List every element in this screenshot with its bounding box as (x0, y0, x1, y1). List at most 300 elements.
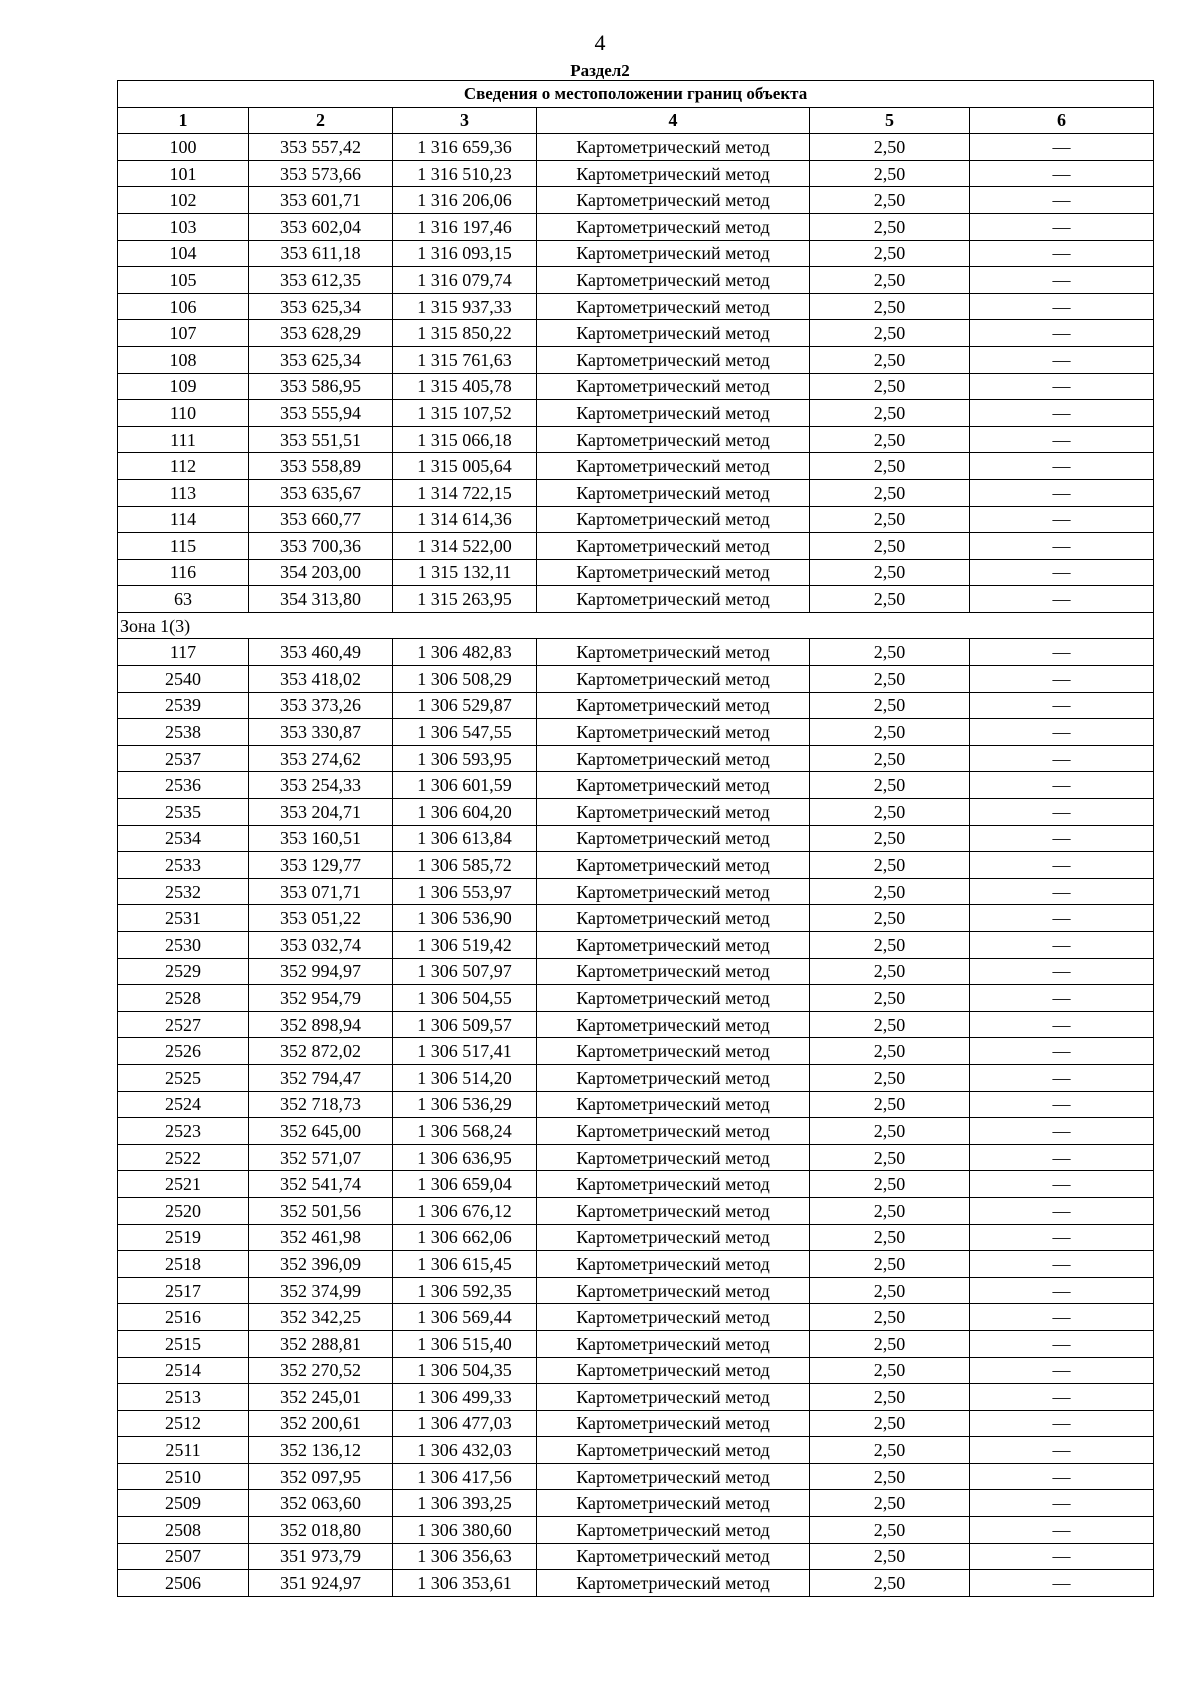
method: Картометрический метод (537, 719, 810, 746)
coordinate-y: 1 314 522,00 (393, 533, 537, 560)
point-number: 2518 (118, 1251, 249, 1278)
table-row (118, 719, 1154, 746)
point-number: 2524 (118, 1091, 249, 1118)
coordinate-x: 353 558,89 (249, 453, 393, 480)
coordinate-y: 1 306 508,29 (393, 666, 537, 693)
description: — (970, 1490, 1154, 1517)
method: Картометрический метод (537, 985, 810, 1012)
column-number-row (118, 107, 1154, 134)
coordinate-y: 1 315 405,78 (393, 373, 537, 400)
description: — (970, 320, 1154, 347)
method: Картометрический метод (537, 878, 810, 905)
table-row (118, 293, 1154, 320)
coordinate-x: 352 018,80 (249, 1517, 393, 1544)
coordinate-y: 1 306 432,03 (393, 1437, 537, 1464)
coordinate-y: 1 316 197,46 (393, 213, 537, 240)
point-number: 104 (118, 240, 249, 267)
coordinate-y: 1 306 482,83 (393, 639, 537, 666)
coordinate-x: 352 245,01 (249, 1384, 393, 1411)
coordinate-y: 1 315 263,95 (393, 586, 537, 613)
coordinate-x: 352 541,74 (249, 1171, 393, 1198)
table-row (118, 1144, 1154, 1171)
table-row (118, 506, 1154, 533)
coordinate-x: 352 461,98 (249, 1224, 393, 1251)
accuracy: 2,50 (810, 719, 970, 746)
method: Картометрический метод (537, 745, 810, 772)
accuracy: 2,50 (810, 1410, 970, 1437)
accuracy: 2,50 (810, 799, 970, 826)
description: — (970, 1197, 1154, 1224)
table-caption: Сведения о местоположении границ объекта (118, 81, 1154, 108)
point-number: 2535 (118, 799, 249, 826)
description: — (970, 213, 1154, 240)
accuracy: 2,50 (810, 1490, 970, 1517)
table-row (118, 1304, 1154, 1331)
method: Картометрический метод (537, 799, 810, 826)
accuracy: 2,50 (810, 1304, 970, 1331)
coordinate-x: 352 794,47 (249, 1064, 393, 1091)
coordinate-y: 1 306 499,33 (393, 1384, 537, 1411)
point-number: 100 (118, 134, 249, 161)
method: Картометрический метод (537, 426, 810, 453)
table-row (118, 1543, 1154, 1570)
accuracy: 2,50 (810, 1384, 970, 1411)
accuracy: 2,50 (810, 160, 970, 187)
point-number: 2520 (118, 1197, 249, 1224)
method: Картометрический метод (537, 1251, 810, 1278)
accuracy: 2,50 (810, 426, 970, 453)
coordinate-x: 353 625,34 (249, 293, 393, 320)
description: — (970, 1224, 1154, 1251)
coordinate-y: 1 306 417,56 (393, 1463, 537, 1490)
point-number: 110 (118, 400, 249, 427)
point-number: 2527 (118, 1011, 249, 1038)
method: Картометрический метод (537, 213, 810, 240)
description: — (970, 240, 1154, 267)
coordinate-y: 1 316 206,06 (393, 187, 537, 214)
point-number: 112 (118, 453, 249, 480)
table-row (118, 1330, 1154, 1357)
coordinate-x: 353 274,62 (249, 745, 393, 772)
coordinate-x: 351 924,97 (249, 1570, 393, 1597)
table-row (118, 426, 1154, 453)
coordinate-y: 1 315 937,33 (393, 293, 537, 320)
method: Картометрический метод (537, 905, 810, 932)
point-number: 2514 (118, 1357, 249, 1384)
description: — (970, 878, 1154, 905)
coordinate-y: 1 306 514,20 (393, 1064, 537, 1091)
coordinate-y: 1 315 005,64 (393, 453, 537, 480)
table-row (118, 346, 1154, 373)
accuracy: 2,50 (810, 692, 970, 719)
point-number: 109 (118, 373, 249, 400)
description: — (970, 772, 1154, 799)
table-row (118, 453, 1154, 480)
point-number: 2519 (118, 1224, 249, 1251)
coordinate-y: 1 314 614,36 (393, 506, 537, 533)
coordinate-x: 352 718,73 (249, 1091, 393, 1118)
table-row (118, 1011, 1154, 1038)
point-number: 108 (118, 346, 249, 373)
accuracy: 2,50 (810, 1277, 970, 1304)
accuracy: 2,50 (810, 213, 970, 240)
coordinate-y: 1 315 132,11 (393, 559, 537, 586)
coordinate-x: 353 129,77 (249, 852, 393, 879)
description: — (970, 1570, 1154, 1597)
accuracy: 2,50 (810, 852, 970, 879)
method: Картометрический метод (537, 852, 810, 879)
coordinate-x: 352 994,97 (249, 958, 393, 985)
point-number: 2507 (118, 1543, 249, 1570)
coordinate-x: 352 342,25 (249, 1304, 393, 1331)
accuracy: 2,50 (810, 559, 970, 586)
accuracy: 2,50 (810, 479, 970, 506)
description: — (970, 719, 1154, 746)
description: — (970, 586, 1154, 613)
coordinate-y: 1 306 593,95 (393, 745, 537, 772)
method: Картометрический метод (537, 586, 810, 613)
point-number: 105 (118, 267, 249, 294)
method: Картометрический метод (537, 1277, 810, 1304)
table-row (118, 1463, 1154, 1490)
coordinate-y: 1 306 662,06 (393, 1224, 537, 1251)
coordinate-y: 1 306 636,95 (393, 1144, 537, 1171)
table-row (118, 400, 1154, 427)
coordinate-y: 1 306 592,35 (393, 1277, 537, 1304)
coordinate-y: 1 306 536,29 (393, 1091, 537, 1118)
coordinate-y: 1 306 547,55 (393, 719, 537, 746)
description: — (970, 639, 1154, 666)
point-number: 2521 (118, 1171, 249, 1198)
table-row (118, 1357, 1154, 1384)
column-number: 5 (810, 107, 970, 134)
table-row (118, 1490, 1154, 1517)
coordinate-x: 353 071,71 (249, 878, 393, 905)
column-number: 1 (118, 107, 249, 134)
description: — (970, 958, 1154, 985)
method: Картометрический метод (537, 1011, 810, 1038)
column-number: 3 (393, 107, 537, 134)
coordinate-x: 353 254,33 (249, 772, 393, 799)
coordinate-y: 1 306 477,03 (393, 1410, 537, 1437)
coordinate-y: 1 306 613,84 (393, 825, 537, 852)
table-row (118, 1384, 1154, 1411)
accuracy: 2,50 (810, 400, 970, 427)
accuracy: 2,50 (810, 187, 970, 214)
description: — (970, 160, 1154, 187)
coordinate-y: 1 306 517,41 (393, 1038, 537, 1065)
method: Картометрический метод (537, 1570, 810, 1597)
accuracy: 2,50 (810, 1011, 970, 1038)
coordinate-x: 353 602,04 (249, 213, 393, 240)
coordinate-x: 352 872,02 (249, 1038, 393, 1065)
accuracy: 2,50 (810, 506, 970, 533)
coordinate-y: 1 306 553,97 (393, 878, 537, 905)
method: Картометрический метод (537, 134, 810, 161)
coordinate-x: 352 270,52 (249, 1357, 393, 1384)
column-number: 6 (970, 107, 1154, 134)
coordinate-y: 1 315 066,18 (393, 426, 537, 453)
point-number: 2525 (118, 1064, 249, 1091)
coordinate-y: 1 306 504,55 (393, 985, 537, 1012)
method: Картометрический метод (537, 1357, 810, 1384)
point-number: 2515 (118, 1330, 249, 1357)
coordinate-y: 1 306 536,90 (393, 905, 537, 932)
coordinate-y: 1 316 510,23 (393, 160, 537, 187)
coordinate-x: 353 635,67 (249, 479, 393, 506)
method: Картометрический метод (537, 320, 810, 347)
accuracy: 2,50 (810, 1543, 970, 1570)
description: — (970, 559, 1154, 586)
coordinate-x: 353 330,87 (249, 719, 393, 746)
coordinate-x: 353 373,26 (249, 692, 393, 719)
coordinate-x: 353 051,22 (249, 905, 393, 932)
description: — (970, 134, 1154, 161)
method: Картометрический метод (537, 1171, 810, 1198)
table-row (118, 373, 1154, 400)
method: Картометрический метод (537, 1197, 810, 1224)
accuracy: 2,50 (810, 1144, 970, 1171)
description: — (970, 666, 1154, 693)
point-number: 111 (118, 426, 249, 453)
accuracy: 2,50 (810, 639, 970, 666)
coordinate-x: 354 313,80 (249, 586, 393, 613)
accuracy: 2,50 (810, 1463, 970, 1490)
coordinate-x: 352 898,94 (249, 1011, 393, 1038)
description: — (970, 985, 1154, 1012)
table-row (118, 1410, 1154, 1437)
zone-label: Зона 1(3) (118, 612, 1154, 639)
method: Картометрический метод (537, 373, 810, 400)
accuracy: 2,50 (810, 1251, 970, 1278)
coordinate-y: 1 306 615,45 (393, 1251, 537, 1278)
description: — (970, 1330, 1154, 1357)
table-row (118, 1118, 1154, 1145)
accuracy: 2,50 (810, 1357, 970, 1384)
coordinate-x: 353 204,71 (249, 799, 393, 826)
table-row (118, 1570, 1154, 1597)
accuracy: 2,50 (810, 453, 970, 480)
table-row (118, 479, 1154, 506)
accuracy: 2,50 (810, 320, 970, 347)
description: — (970, 1357, 1154, 1384)
description: — (970, 1463, 1154, 1490)
description: — (970, 905, 1154, 932)
description: — (970, 267, 1154, 294)
coordinate-x: 352 396,09 (249, 1251, 393, 1278)
method: Картометрический метод (537, 958, 810, 985)
description: — (970, 479, 1154, 506)
description: — (970, 346, 1154, 373)
method: Картометрический метод (537, 400, 810, 427)
coordinate-x: 352 645,00 (249, 1118, 393, 1145)
section-title: Раздел2 (570, 61, 630, 80)
method: Картометрический метод (537, 479, 810, 506)
method: Картометрический метод (537, 346, 810, 373)
accuracy: 2,50 (810, 1570, 970, 1597)
accuracy: 2,50 (810, 745, 970, 772)
method: Картометрический метод (537, 1437, 810, 1464)
table-row (118, 1038, 1154, 1065)
point-number: 2511 (118, 1437, 249, 1464)
accuracy: 2,50 (810, 1437, 970, 1464)
table-row (118, 320, 1154, 347)
table-row (118, 1091, 1154, 1118)
table-row (118, 1517, 1154, 1544)
description: — (970, 1543, 1154, 1570)
table-row (118, 559, 1154, 586)
method: Картометрический метод (537, 1091, 810, 1118)
method: Картометрический метод (537, 1144, 810, 1171)
coordinate-y: 1 306 393,25 (393, 1490, 537, 1517)
method: Картометрический метод (537, 240, 810, 267)
table-row (118, 692, 1154, 719)
point-number: 101 (118, 160, 249, 187)
method: Картометрический метод (537, 533, 810, 560)
description: — (970, 1277, 1154, 1304)
coordinate-y: 1 306 509,57 (393, 1011, 537, 1038)
method: Картометрический метод (537, 1224, 810, 1251)
point-number: 2513 (118, 1384, 249, 1411)
point-number: 2531 (118, 905, 249, 932)
accuracy: 2,50 (810, 346, 970, 373)
description: — (970, 1171, 1154, 1198)
coordinate-y: 1 306 601,59 (393, 772, 537, 799)
coordinate-y: 1 314 722,15 (393, 479, 537, 506)
coordinate-x: 351 973,79 (249, 1543, 393, 1570)
coordinate-y: 1 306 585,72 (393, 852, 537, 879)
coordinate-x: 352 136,12 (249, 1437, 393, 1464)
coordinate-x: 352 374,99 (249, 1277, 393, 1304)
coordinate-y: 1 306 519,42 (393, 932, 537, 959)
description: — (970, 1410, 1154, 1437)
method: Картометрический метод (537, 1410, 810, 1437)
description: — (970, 1437, 1154, 1464)
accuracy: 2,50 (810, 932, 970, 959)
coordinate-x: 353 700,36 (249, 533, 393, 560)
coordinate-y: 1 306 515,40 (393, 1330, 537, 1357)
description: — (970, 799, 1154, 826)
point-number: 114 (118, 506, 249, 533)
method: Картометрический метод (537, 559, 810, 586)
zone-row (118, 612, 1154, 639)
table-row (118, 1251, 1154, 1278)
accuracy: 2,50 (810, 1118, 970, 1145)
accuracy: 2,50 (810, 134, 970, 161)
coordinate-x: 353 601,71 (249, 187, 393, 214)
description: — (970, 1304, 1154, 1331)
table-row (118, 134, 1154, 161)
table-row (118, 745, 1154, 772)
method: Картометрический метод (537, 692, 810, 719)
coordinate-y: 1 306 529,87 (393, 692, 537, 719)
accuracy: 2,50 (810, 1064, 970, 1091)
accuracy: 2,50 (810, 267, 970, 294)
table-row (118, 639, 1154, 666)
coordinate-x: 353 460,49 (249, 639, 393, 666)
coordinate-x: 353 557,42 (249, 134, 393, 161)
accuracy: 2,50 (810, 958, 970, 985)
description: — (970, 533, 1154, 560)
coordinate-y: 1 306 604,20 (393, 799, 537, 826)
point-number: 102 (118, 187, 249, 214)
point-number: 2536 (118, 772, 249, 799)
point-number: 2537 (118, 745, 249, 772)
table-row (118, 799, 1154, 826)
accuracy: 2,50 (810, 666, 970, 693)
method: Картометрический метод (537, 506, 810, 533)
description: — (970, 453, 1154, 480)
point-number: 2508 (118, 1517, 249, 1544)
coordinate-y: 1 306 659,04 (393, 1171, 537, 1198)
table-row (118, 1197, 1154, 1224)
point-number: 2532 (118, 878, 249, 905)
point-number: 2528 (118, 985, 249, 1012)
point-number: 2529 (118, 958, 249, 985)
description: — (970, 1144, 1154, 1171)
table-body (118, 81, 1154, 1597)
point-number: 2510 (118, 1463, 249, 1490)
accuracy: 2,50 (810, 240, 970, 267)
point-number: 106 (118, 293, 249, 320)
coordinate-y: 1 315 107,52 (393, 400, 537, 427)
description: — (970, 506, 1154, 533)
column-number: 2 (249, 107, 393, 134)
point-number: 2526 (118, 1038, 249, 1065)
accuracy: 2,50 (810, 985, 970, 1012)
coordinate-y: 1 315 850,22 (393, 320, 537, 347)
coordinate-y: 1 306 356,63 (393, 1543, 537, 1570)
coordinate-x: 353 625,34 (249, 346, 393, 373)
description: — (970, 1038, 1154, 1065)
coordinate-x: 353 660,77 (249, 506, 393, 533)
table-row (118, 240, 1154, 267)
accuracy: 2,50 (810, 1171, 970, 1198)
coordinate-x: 353 418,02 (249, 666, 393, 693)
method: Картометрический метод (537, 666, 810, 693)
point-number: 2509 (118, 1490, 249, 1517)
table-row (118, 267, 1154, 294)
accuracy: 2,50 (810, 1038, 970, 1065)
point-number: 2523 (118, 1118, 249, 1145)
point-number: 2522 (118, 1144, 249, 1171)
coordinate-y: 1 306 507,97 (393, 958, 537, 985)
coordinate-x: 352 063,60 (249, 1490, 393, 1517)
method: Картометрический метод (537, 293, 810, 320)
table-row (118, 1437, 1154, 1464)
coordinate-x: 353 628,29 (249, 320, 393, 347)
point-number: 2533 (118, 852, 249, 879)
coordinate-y: 1 306 504,35 (393, 1357, 537, 1384)
coordinate-y: 1 316 093,15 (393, 240, 537, 267)
coordinate-x: 352 501,56 (249, 1197, 393, 1224)
table-row (118, 1064, 1154, 1091)
table-row (118, 905, 1154, 932)
point-number: 117 (118, 639, 249, 666)
description: — (970, 1064, 1154, 1091)
point-number: 63 (118, 586, 249, 613)
method: Картометрический метод (537, 825, 810, 852)
coordinate-x: 352 954,79 (249, 985, 393, 1012)
table-row (118, 187, 1154, 214)
table-row (118, 1171, 1154, 1198)
coordinate-x: 352 200,61 (249, 1410, 393, 1437)
accuracy: 2,50 (810, 772, 970, 799)
coordinate-x: 353 555,94 (249, 400, 393, 427)
coordinate-x: 353 612,35 (249, 267, 393, 294)
coordinate-y: 1 315 761,63 (393, 346, 537, 373)
accuracy: 2,50 (810, 373, 970, 400)
